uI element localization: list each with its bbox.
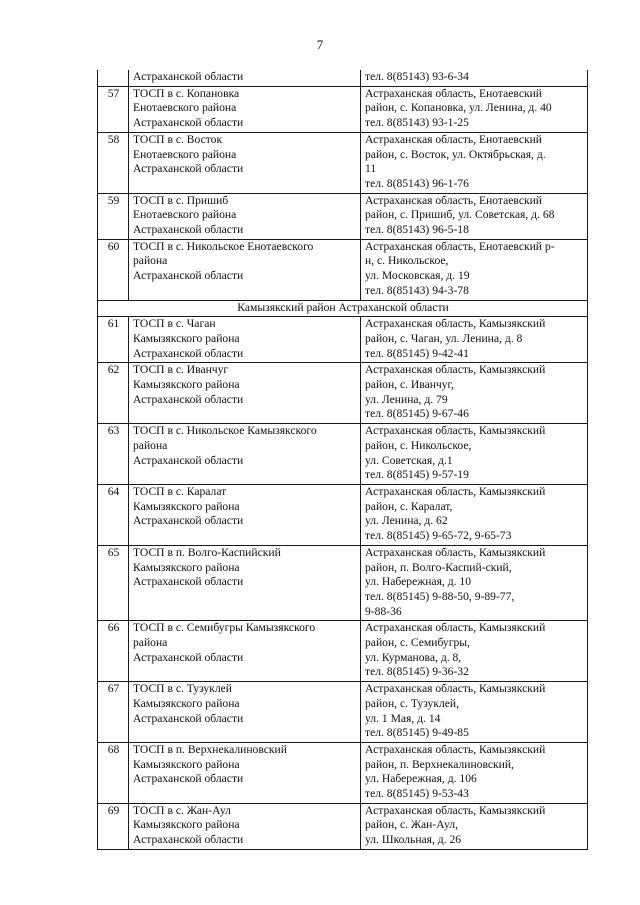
- name-line: Астраханской области: [133, 346, 244, 360]
- row-name: [129, 193, 361, 239]
- row-name: [129, 239, 361, 300]
- row-address: [361, 484, 588, 545]
- name-line: ТОСП в с. Каралат: [133, 484, 227, 498]
- table-row: [98, 484, 588, 545]
- address-line: тел. 8(85145) 9-57-19: [365, 468, 469, 482]
- table-body-enotaevsky: [98, 86, 588, 300]
- table-row: [98, 239, 588, 300]
- row-address: [361, 545, 588, 621]
- table-row: [98, 803, 588, 849]
- name-line: ТОСП в с. Никольское Камызякского: [133, 424, 317, 438]
- address-line: район, с. Жан-Аул,: [365, 818, 458, 832]
- address-line: ул. Набережная, д. 10: [365, 575, 472, 589]
- address-line: Астраханская область, Енотаевский: [365, 86, 543, 100]
- name-line: Енотаевского района: [133, 208, 237, 222]
- row-name: [129, 132, 361, 193]
- row-number: 57: [98, 86, 129, 132]
- address-line: Астраханская область, Камызякский: [365, 363, 546, 377]
- name-line: района: [133, 636, 168, 650]
- name-line: Астраханской области: [133, 162, 244, 176]
- name-line: Камызякского района: [133, 331, 240, 345]
- row-address: [361, 70, 588, 86]
- address-line: тел. 8(85145) 9-67-46: [365, 407, 469, 421]
- table-row: [98, 363, 588, 424]
- name-line: ТОСП в с. Жан-Аул: [133, 803, 231, 817]
- address-line: Астраханская область, Енотаевский р-: [365, 239, 555, 253]
- row-address: [361, 363, 588, 424]
- address-line: Астраханская область, Камызякский: [365, 317, 546, 331]
- address-line: Астраханская область, Енотаевский: [365, 193, 543, 207]
- row-address: [361, 621, 588, 682]
- address-line: Астраханская область, Камызякский: [365, 545, 546, 559]
- address-line: н, с. Никольское,: [365, 254, 449, 268]
- row-name: [129, 363, 361, 424]
- table-row: [98, 682, 588, 743]
- row-number: 66: [98, 621, 129, 682]
- name-line: Камызякского района: [133, 560, 240, 574]
- name-line: Енотаевского района: [133, 147, 237, 161]
- name-line: Астраханской области: [133, 833, 244, 847]
- address-line: тел. 8(85145) 9-88-50, 9-89-77,: [365, 589, 515, 603]
- row-number: 65: [98, 545, 129, 621]
- row-number: 62: [98, 363, 129, 424]
- address-line: район, с. Никольское,: [365, 438, 472, 452]
- name-line: Камызякского района: [133, 696, 240, 710]
- address-line: ул. 1 Мая, д. 14: [365, 711, 441, 725]
- row-address: [361, 239, 588, 300]
- name-line: Камызякского района: [133, 499, 240, 513]
- address-line: район, с. Копановка, ул. Ленина, д. 40: [365, 101, 552, 115]
- name-line: ТОСП в с. Иванчуг: [133, 363, 229, 377]
- address-line: Астраханская область, Камызякский: [365, 621, 546, 635]
- section-row: [98, 300, 588, 317]
- row-name: [129, 545, 361, 621]
- name-line: района: [133, 254, 168, 268]
- row-name: [129, 86, 361, 132]
- address-line: ул. Набережная, д. 106: [365, 772, 477, 786]
- row-address: [361, 424, 588, 485]
- table-row: [98, 317, 588, 363]
- row-name: [129, 484, 361, 545]
- name-line: ТОСП в п. Верхнекалиновский: [133, 742, 287, 756]
- registry-table: [97, 70, 588, 850]
- name-line: Енотаевского района: [133, 101, 237, 115]
- table-row: [98, 742, 588, 803]
- name-line: ТОСП в с. Семибугры Камызякского: [133, 621, 316, 635]
- row-name: [129, 742, 361, 803]
- address-line: ул. Курманова, д. 8,: [365, 650, 462, 664]
- name-line: ТОСП в с. Тузуклей: [133, 682, 232, 696]
- address-line: ул. Школьная, д. 26: [365, 833, 462, 847]
- row-number: 58: [98, 132, 129, 193]
- row-address: [361, 803, 588, 849]
- name-line: ТОСП в п. Волго-Каспийский: [133, 545, 281, 559]
- row-number: 69: [98, 803, 129, 849]
- name-line: Камызякского района: [133, 757, 240, 771]
- address-line: Астраханская область, Камызякский: [365, 803, 546, 817]
- page-number: 7: [316, 37, 324, 52]
- address-line: ул. Советская, д.1: [365, 453, 453, 467]
- table-row: [98, 86, 588, 132]
- row-address: [361, 317, 588, 363]
- address-line: тел. 8(85145) 9-49-85: [365, 726, 469, 740]
- name-line: Камызякского района: [133, 818, 240, 832]
- address-line: Астраханская область, Камызякский: [365, 424, 546, 438]
- address-line: Астраханская область, Камызякский: [365, 742, 546, 756]
- name-line: Астраханской области: [133, 711, 244, 725]
- name-line: Астраханской области: [133, 392, 244, 406]
- address-line: тел. 8(85145) 9-65-72, 9-65-73: [365, 529, 512, 543]
- row-name: [129, 803, 361, 849]
- name-line: Астраханской области: [133, 514, 244, 528]
- address-line: Астраханская область, Енотаевский: [365, 132, 543, 146]
- address-line: тел. 8(85143) 96-1-76: [365, 176, 469, 190]
- address-line: тел. 8(85143) 94-3-78: [365, 283, 469, 297]
- row-address: [361, 742, 588, 803]
- name-line: ТОСП в с. Чаган: [133, 317, 216, 331]
- name-line: Астраханской области: [133, 453, 244, 467]
- address-line: район, п. Волго-Каспий-ский,: [365, 560, 512, 574]
- table-row: [98, 424, 588, 485]
- row-name: [129, 424, 361, 485]
- row-number: 67: [98, 682, 129, 743]
- row-number: [98, 70, 129, 86]
- address-line: ул. Ленина, д. 62: [365, 514, 448, 528]
- table-row-continuation: [98, 70, 588, 86]
- row-number: 64: [98, 484, 129, 545]
- name-line: ТОСП в с. Никольское Енотаевского: [133, 239, 314, 253]
- table-row: [98, 193, 588, 239]
- table-body-top: [98, 70, 588, 86]
- table-body-section: [98, 300, 588, 317]
- table-body-kamyzyaksky: [98, 317, 588, 850]
- name-line: Камызякского района: [133, 378, 240, 392]
- address-line: ул. Ленина, д. 79: [365, 392, 448, 406]
- name-line: Астраханской области: [133, 575, 244, 589]
- name-line: ТОСП в с. Восток: [133, 132, 223, 146]
- row-address: [361, 132, 588, 193]
- name-line: Астраханской области: [133, 650, 244, 664]
- address-line: район, с. Пришиб, ул. Советская, д. 68: [365, 208, 555, 222]
- name-line: ТОСП в с. Копановка: [133, 86, 240, 100]
- address-line: тел. 8(85143) 93-1-25: [365, 116, 469, 130]
- row-number: 60: [98, 239, 129, 300]
- address-line: ул. Московская, д. 19: [365, 269, 470, 283]
- address-line: район, с. Иванчуг,: [365, 378, 454, 392]
- row-name: [129, 682, 361, 743]
- table-row: [98, 545, 588, 621]
- row-number: 59: [98, 193, 129, 239]
- address-line: район, п. Верхнекалиновский,: [365, 757, 514, 771]
- row-name: [129, 70, 361, 86]
- address-line: район, с. Тузуклей,: [365, 696, 459, 710]
- row-name: [129, 621, 361, 682]
- name-line: района: [133, 438, 168, 452]
- address-line: Астраханская область, Камызякский: [365, 484, 546, 498]
- row-number: 63: [98, 424, 129, 485]
- address-line: район, с. Каралат,: [365, 499, 453, 513]
- address-line: район, с. Чаган, ул. Ленина, д. 8: [365, 331, 523, 345]
- name-line: Астраханской области: [133, 772, 244, 786]
- section-title: Камызякский район Астраханской области: [98, 300, 588, 317]
- address-line: Астраханская область, Камызякский: [365, 682, 546, 696]
- row-address: [361, 682, 588, 743]
- address-line: 9-88-36: [365, 604, 402, 618]
- row-name: [129, 317, 361, 363]
- address-line: район, с. Семибугры,: [365, 636, 470, 650]
- address-line: тел. 8(85145) 9-53-43: [365, 787, 469, 801]
- table-row: [98, 621, 588, 682]
- address-line: 11: [365, 162, 377, 176]
- row-number: 68: [98, 742, 129, 803]
- name-line: Астраханской области: [133, 116, 244, 130]
- address-line: район, с. Восток, ул. Октябрьская, д.: [365, 147, 546, 161]
- row-number: 61: [98, 317, 129, 363]
- table-row: [98, 132, 588, 193]
- name-line: Астраханской области: [133, 223, 244, 237]
- address-line: тел. 8(85145) 9-36-32: [365, 665, 469, 679]
- address-line: тел. 8(85143) 96-5-18: [365, 223, 469, 237]
- name-line: ТОСП в с. Пришиб: [133, 193, 229, 207]
- row-address: [361, 86, 588, 132]
- address-line: тел. 8(85143) 93-6-34: [365, 70, 469, 83]
- name-line: Астраханской области: [133, 269, 244, 283]
- name-line: Астраханской области: [133, 70, 244, 83]
- address-line: тел. 8(85145) 9-42-41: [365, 346, 469, 360]
- row-address: [361, 193, 588, 239]
